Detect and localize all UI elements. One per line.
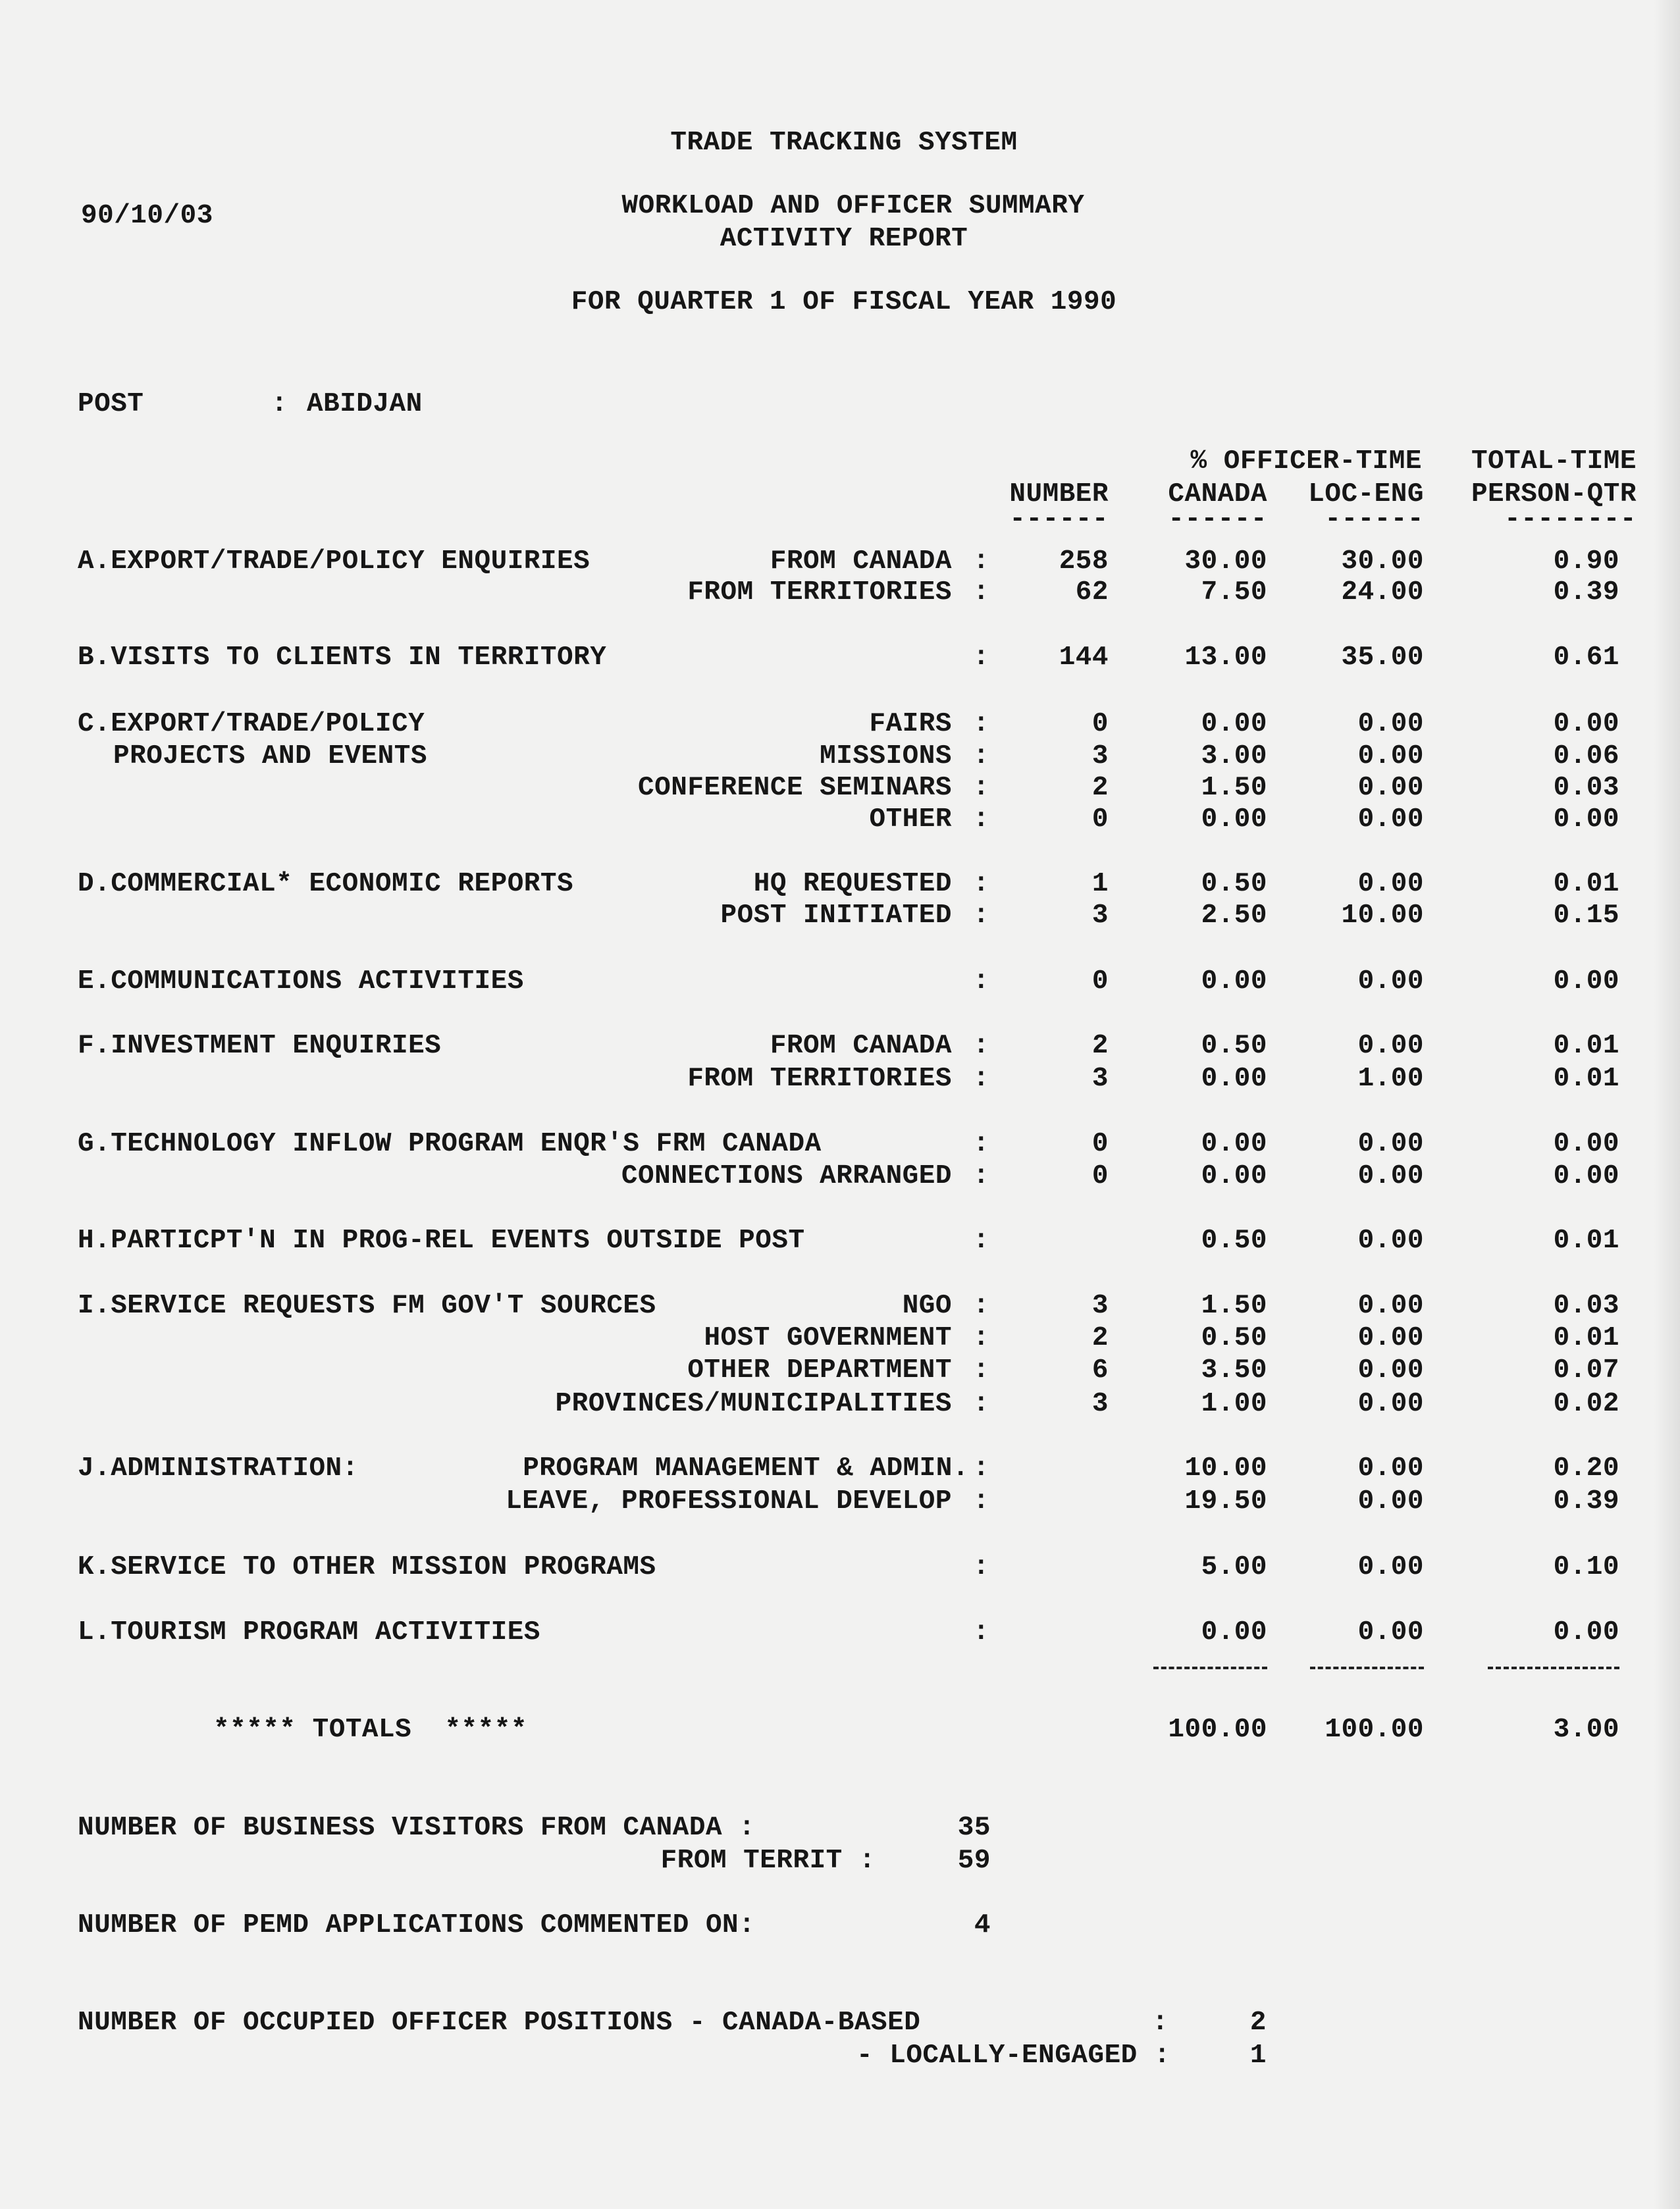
row-colon: : [973, 577, 990, 608]
loc-eng-pct-cell: 0.00 [1357, 1617, 1424, 1648]
section-label: F.INVESTMENT ENQUIRIES [78, 1031, 442, 1061]
post-separator: : [271, 389, 288, 419]
canada-pct-cell: 1.00 [1201, 1389, 1267, 1419]
row-sublabel: NGO [902, 1291, 952, 1321]
loc-eng-pct-cell: 30.00 [1341, 546, 1424, 577]
row-sublabel: HOST GOVERNMENT [704, 1323, 952, 1353]
number-cell: 62 [1075, 577, 1109, 608]
canada-pct-cell: 0.00 [1201, 1064, 1267, 1094]
row-sublabel: HQ REQUESTED [753, 869, 952, 899]
number-cell: 258 [1059, 546, 1109, 577]
row-sublabel: FAIRS [869, 709, 952, 739]
section-label: L.TOURISM PROGRAM ACTIVITIES [78, 1617, 540, 1648]
row-colon: : [973, 1291, 990, 1321]
canada-pct-cell: 2.50 [1201, 900, 1267, 931]
number-cell: 0 [1091, 1129, 1109, 1159]
canada-pct-cell: 1.50 [1201, 773, 1267, 803]
post-value: ABIDJAN [307, 389, 423, 419]
officer-positions-colon: : [1152, 2008, 1169, 2038]
loc-eng-pct-cell: 0.00 [1357, 1323, 1424, 1353]
person-qtr-cell: 0.39 [1553, 577, 1619, 608]
person-qtr-cell: 0.20 [1553, 1453, 1619, 1484]
row-colon: : [973, 741, 990, 771]
loc-eng-pct-cell: 0.00 [1357, 1552, 1424, 1582]
canada-pct-cell: 1.50 [1201, 1291, 1267, 1321]
locally-engaged-value: 1 [1249, 2040, 1267, 2071]
row-colon: : [973, 1129, 990, 1159]
number-cell: 0 [1091, 966, 1109, 997]
canada-pct-cell: 19.50 [1184, 1486, 1267, 1517]
total-time-header: TOTAL-TIME [1471, 446, 1637, 477]
pemd-label: NUMBER OF PEMD APPLICATIONS COMMENTED ON: [78, 1910, 756, 1940]
row-sublabel: CONFERENCE SEMINARS [638, 773, 952, 803]
canada-based-value: 2 [1249, 2008, 1267, 2038]
loc-eng-pct-cell: 0.00 [1357, 773, 1424, 803]
canada-pct-cell: 0.00 [1201, 804, 1267, 835]
person-qtr-cell: 0.39 [1553, 1486, 1619, 1517]
loc-eng-pct-cell: 0.00 [1357, 869, 1424, 899]
row-sublabel: POST INITIATED [720, 900, 952, 931]
loc-eng-pct-cell: 0.00 [1357, 1031, 1424, 1061]
row-sublabel: PROVINCES/MUNICIPALITIES [555, 1389, 952, 1419]
section-label: D.COMMERCIAL* ECONOMIC REPORTS [78, 869, 574, 899]
totals-separator-person-qtr [1488, 1667, 1619, 1669]
number-cell: 0 [1091, 804, 1109, 835]
person-qtr-cell: 0.03 [1553, 1291, 1619, 1321]
canada-pct-cell: 5.00 [1201, 1552, 1267, 1582]
canada-pct-cell: 3.50 [1201, 1355, 1267, 1386]
row-colon: : [973, 1226, 990, 1256]
row-colon: : [973, 900, 990, 931]
person-qtr-cell: 0.00 [1553, 966, 1619, 997]
canada-pct-cell: 13.00 [1184, 642, 1267, 673]
section-label: A.EXPORT/TRADE/POLICY ENQUIRIES [78, 546, 591, 577]
canada-pct-cell: 0.00 [1201, 966, 1267, 997]
row-sublabel: FROM TERRITORIES [687, 577, 952, 608]
row-colon: : [973, 1323, 990, 1353]
number-cell: 0 [1091, 1161, 1109, 1191]
canada-pct-cell: 10.00 [1184, 1453, 1267, 1484]
row-colon: : [973, 642, 990, 673]
person-qtr-cell: 0.00 [1553, 804, 1619, 835]
loc-eng-pct-cell: 0.00 [1357, 1129, 1424, 1159]
canada-pct-cell: 0.00 [1201, 1129, 1267, 1159]
section-label: I.SERVICE REQUESTS FM GOV'T SOURCES [78, 1291, 656, 1321]
row-sublabel: OTHER DEPARTMENT [687, 1355, 952, 1386]
canada-pct-cell: 0.50 [1201, 869, 1267, 899]
report-subtitle: ACTIVITY REPORT [720, 224, 968, 254]
canada-pct-cell: 3.00 [1201, 741, 1267, 771]
section-label: G.TECHNOLOGY INFLOW PROGRAM ENQR'S FRM CANADA [78, 1129, 822, 1159]
section-label: J.ADMINISTRATION: [78, 1453, 359, 1484]
person-qtr-cell: 0.15 [1553, 900, 1619, 931]
loc-eng-pct-cell: 0.00 [1357, 1453, 1424, 1484]
canada-pct-cell: 0.50 [1201, 1226, 1267, 1256]
loc-eng-pct-cell: 0.00 [1357, 741, 1424, 771]
section-label: H.PARTICPT'N IN PROG-REL EVENTS OUTSIDE POST [78, 1226, 805, 1256]
canada-pct-cell: 0.00 [1201, 1617, 1267, 1648]
canada-pct-cell: 30.00 [1184, 546, 1267, 577]
section-label: B.VISITS TO CLIENTS IN TERRITORY [78, 642, 607, 673]
row-colon: : [973, 1552, 990, 1582]
number-cell: 3 [1091, 1389, 1109, 1419]
person-qtr-cell: 0.01 [1553, 1323, 1619, 1353]
canada-pct-cell: 7.50 [1201, 577, 1267, 608]
section-label-continuation: PROJECTS AND EVENTS [113, 741, 427, 771]
number-cell: 2 [1091, 1323, 1109, 1353]
loc-eng-pct-cell: 1.00 [1357, 1064, 1424, 1094]
row-colon: : [973, 1389, 990, 1419]
row-colon: : [973, 709, 990, 739]
person-qtr-cell: 0.00 [1553, 1617, 1619, 1648]
person-qtr-header: PERSON-QTR [1471, 479, 1637, 509]
report-period: FOR QUARTER 1 OF FISCAL YEAR 1990 [571, 287, 1117, 317]
number-cell: 2 [1091, 1031, 1109, 1061]
row-colon: : [973, 773, 990, 803]
row-colon: : [973, 966, 990, 997]
person-qtr-cell: 0.03 [1553, 773, 1619, 803]
visitors-territ-label: FROM TERRIT : [660, 1846, 876, 1876]
row-sublabel: OTHER [869, 804, 952, 835]
number-cell: 3 [1091, 1291, 1109, 1321]
canada-pct-cell: 0.50 [1201, 1031, 1267, 1061]
totals-person-qtr: 3.00 [1553, 1715, 1619, 1745]
number-underline: ------ [1009, 504, 1109, 534]
canada-pct-cell: 0.50 [1201, 1323, 1267, 1353]
person-qtr-cell: 0.01 [1553, 1064, 1619, 1094]
person-qtr-cell: 0.07 [1553, 1355, 1619, 1386]
visitors-from-canada: 35 [957, 1813, 991, 1843]
number-cell: 144 [1059, 642, 1109, 673]
canada-underline: ------ [1168, 504, 1267, 534]
section-label: K.SERVICE TO OTHER MISSION PROGRAMS [78, 1552, 656, 1582]
report-title: WORKLOAD AND OFFICER SUMMARY [621, 191, 1085, 221]
number-cell: 2 [1091, 773, 1109, 803]
number-cell: 6 [1091, 1355, 1109, 1386]
row-sublabel: MISSIONS [820, 741, 952, 771]
totals-loc-eng: 100.00 [1325, 1715, 1424, 1745]
person-qtr-cell: 0.00 [1553, 1161, 1619, 1191]
totals-separator-loc-eng [1310, 1667, 1424, 1669]
number-header: NUMBER [1009, 479, 1109, 509]
row-colon: : [973, 1617, 990, 1648]
person-qtr-cell: 0.01 [1553, 1031, 1619, 1061]
number-cell: 0 [1091, 709, 1109, 739]
report-date: 90/10/03 [81, 201, 213, 231]
row-colon: : [973, 546, 990, 577]
officer-time-header: % OFFICER-TIME [1190, 446, 1422, 477]
pemd-value: 4 [974, 1910, 991, 1940]
canada-pct-cell: 0.00 [1201, 709, 1267, 739]
person-qtr-underline: -------- [1504, 504, 1637, 534]
row-sublabel: FROM CANADA [770, 546, 952, 577]
row-sublabel: LEAVE, PROFESSIONAL DEVELOP [506, 1486, 952, 1517]
canada-header: CANADA [1168, 479, 1267, 509]
loc-eng-pct-cell: 0.00 [1357, 1226, 1424, 1256]
system-title: TRADE TRACKING SYSTEM [670, 128, 1018, 158]
officer-positions-label: NUMBER OF OCCUPIED OFFICER POSITIONS - CANADA-BASED [78, 2008, 921, 2038]
row-sublabel: FROM TERRITORIES [687, 1064, 952, 1094]
loc-eng-pct-cell: 0.00 [1357, 1355, 1424, 1386]
row-colon: : [973, 1453, 990, 1484]
person-qtr-cell: 0.06 [1553, 741, 1619, 771]
loc-eng-pct-cell: 0.00 [1357, 1291, 1424, 1321]
section-label: C.EXPORT/TRADE/POLICY [78, 709, 425, 739]
page-edge-shadow [1654, 0, 1680, 2209]
canada-pct-cell: 0.00 [1201, 1161, 1267, 1191]
person-qtr-cell: 0.90 [1553, 546, 1619, 577]
number-cell: 3 [1091, 1064, 1109, 1094]
loc-eng-pct-cell: 0.00 [1357, 1486, 1424, 1517]
loc-eng-header: LOC-ENG [1308, 479, 1424, 509]
row-colon: : [973, 1161, 990, 1191]
person-qtr-cell: 0.01 [1553, 869, 1619, 899]
locally-engaged-label: - LOCALLY-ENGAGED : [856, 2040, 1170, 2071]
totals-label: ***** TOTALS ***** [213, 1715, 527, 1745]
person-qtr-cell: 0.01 [1553, 1226, 1619, 1256]
row-colon: : [973, 1064, 990, 1094]
person-qtr-cell: 0.61 [1553, 642, 1619, 673]
business-visitors-label: NUMBER OF BUSINESS VISITORS FROM CANADA : [78, 1813, 756, 1843]
row-colon: : [973, 804, 990, 835]
person-qtr-cell: 0.02 [1553, 1389, 1619, 1419]
loc-eng-pct-cell: 0.00 [1357, 1161, 1424, 1191]
loc-eng-pct-cell: 24.00 [1341, 577, 1424, 608]
person-qtr-cell: 0.10 [1553, 1552, 1619, 1582]
section-label: E.COMMUNICATIONS ACTIVITIES [78, 966, 524, 997]
row-colon: : [973, 1031, 990, 1061]
loc-eng-pct-cell: 0.00 [1357, 804, 1424, 835]
loc-eng-pct-cell: 0.00 [1357, 1389, 1424, 1419]
row-sublabel: CONNECTIONS ARRANGED [621, 1161, 952, 1191]
row-sublabel: FROM CANADA [770, 1031, 952, 1061]
row-sublabel: PROGRAM MANAGEMENT & ADMIN. [523, 1453, 969, 1484]
visitors-from-territ: 59 [957, 1846, 991, 1876]
row-colon: : [973, 1355, 990, 1386]
loc-eng-underline: ------ [1325, 504, 1424, 534]
loc-eng-pct-cell: 10.00 [1341, 900, 1424, 931]
number-cell: 3 [1091, 741, 1109, 771]
loc-eng-pct-cell: 35.00 [1341, 642, 1424, 673]
number-cell: 3 [1091, 900, 1109, 931]
totals-canada: 100.00 [1168, 1715, 1267, 1745]
totals-separator-canada [1153, 1667, 1267, 1669]
number-cell: 1 [1091, 869, 1109, 899]
loc-eng-pct-cell: 0.00 [1357, 966, 1424, 997]
row-colon: : [973, 1486, 990, 1517]
row-colon: : [973, 869, 990, 899]
post-label: POST [78, 389, 144, 419]
person-qtr-cell: 0.00 [1553, 709, 1619, 739]
loc-eng-pct-cell: 0.00 [1357, 709, 1424, 739]
person-qtr-cell: 0.00 [1553, 1129, 1619, 1159]
